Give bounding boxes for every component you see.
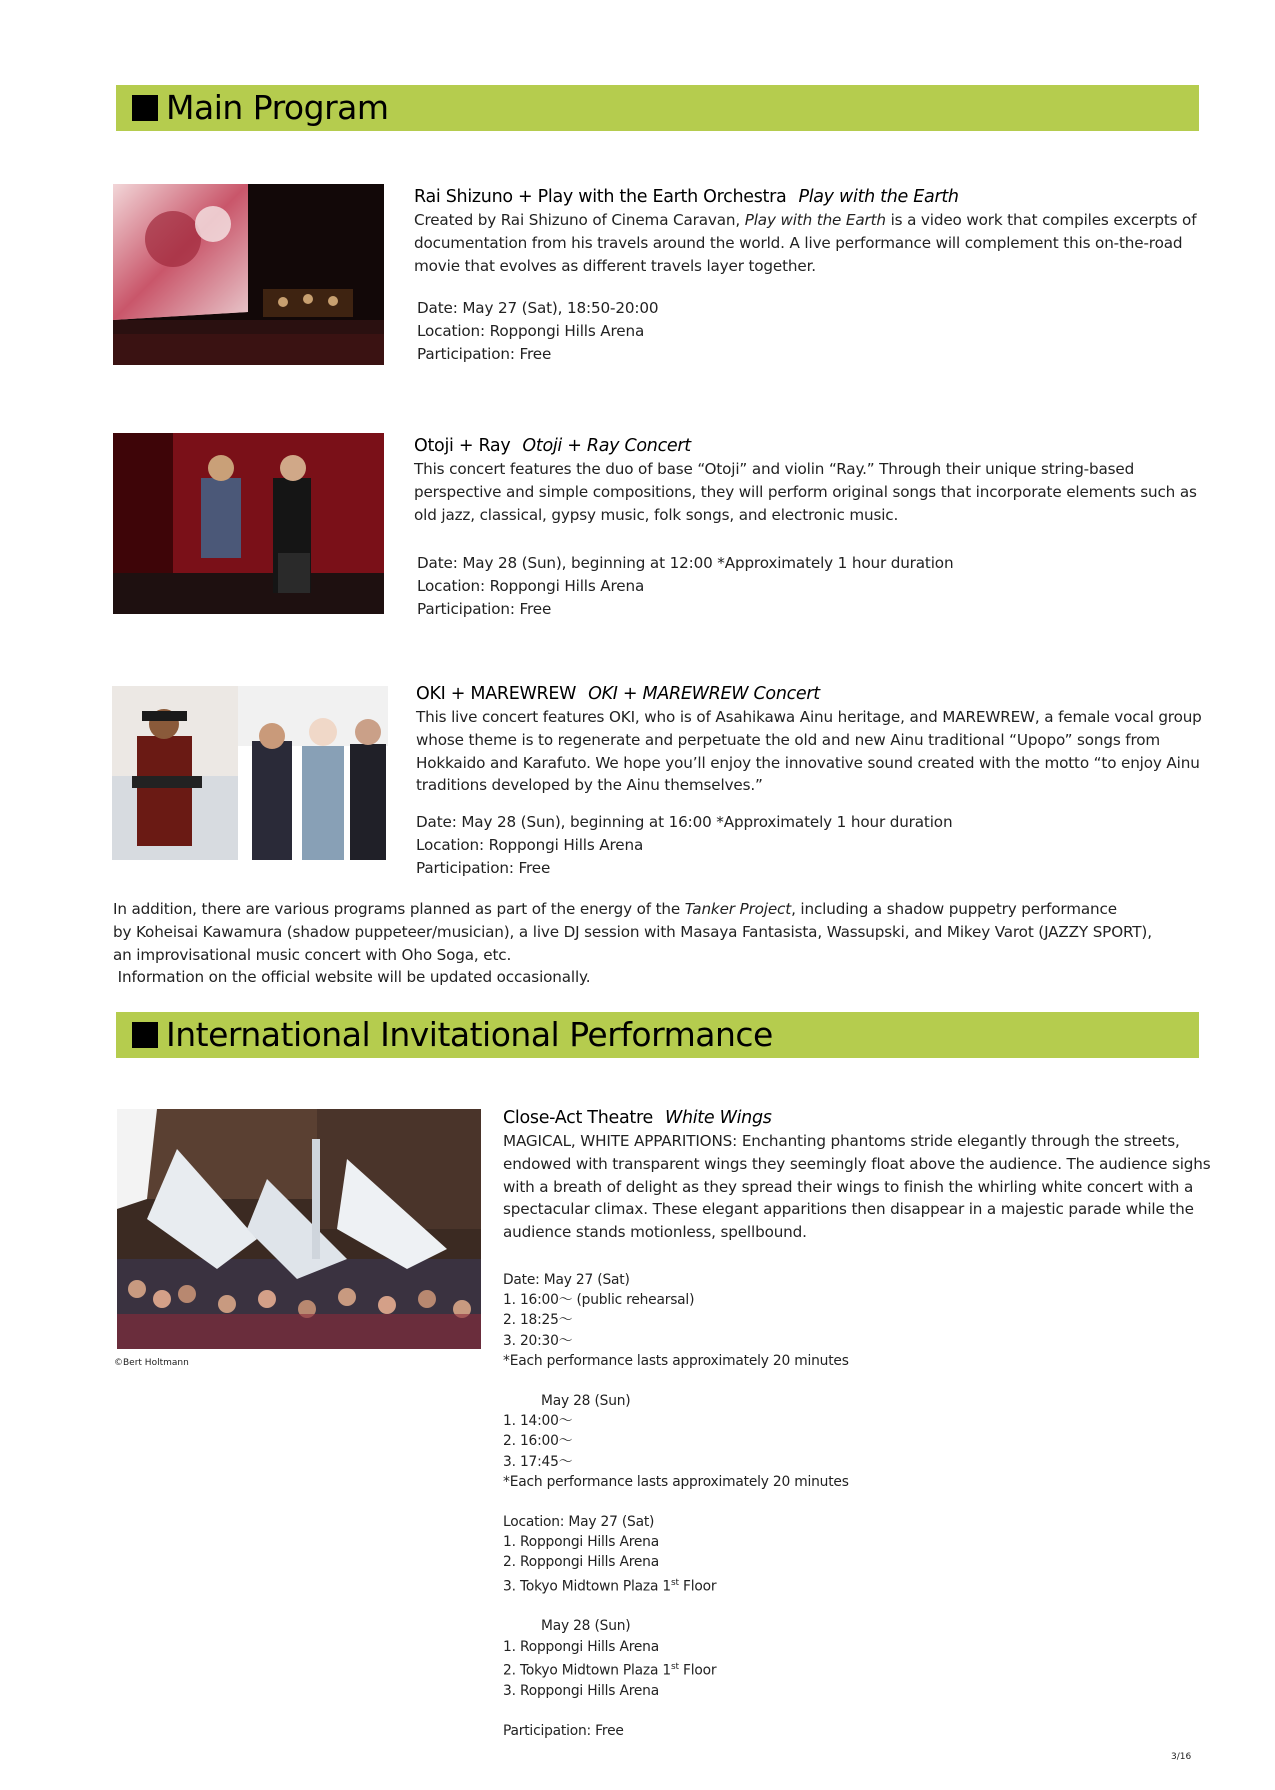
program-title: OKI + MAREWREW OKI + MAREWREW Concert	[416, 684, 820, 704]
program-date: Date: May 28 (Sun), beginning at 16:00 *Approximately 1 hour duration	[416, 813, 953, 831]
program-participation: Participation: Free	[416, 858, 551, 877]
section-header-main-program	[116, 85, 1199, 131]
program-participation: Participation: Free	[417, 344, 552, 363]
time-item: 2. 18:25～	[503, 1312, 573, 1329]
section-title: Main Program	[166, 88, 389, 127]
participation: Participation: Free	[503, 1722, 624, 1739]
location-label: Location: May 27 (Sat)	[503, 1514, 655, 1531]
location-item: 2. Tokyo Midtown Plaza 1st Floor	[503, 1661, 717, 1679]
program-location: Location: Roppongi Hills Arena	[416, 835, 644, 854]
section-title: International Invitational Performance	[166, 1015, 773, 1054]
time-item: 2. 16:00～	[503, 1433, 573, 1450]
section-header-international	[116, 1012, 1199, 1058]
location-label: May 28 (Sun)	[541, 1618, 631, 1635]
program-description: This live concert features OKI, who is of Asahikawa Ainu heritage, and MAREWREW, a female vocal group whose theme is to regenerate and perpetuate the old and new Ainu traditional “Upopo” songs from Hokkaido and Karafuto. We hope you’ll enjoy the innovative sound created with the motto “to enjoy Ainu traditions developed by the Ainu themselves.”	[416, 708, 1202, 795]
location-item: 1. Roppongi Hills Arena	[503, 1638, 659, 1655]
performance-title: Close-Act Theatre White Wings	[503, 1108, 772, 1128]
program-location: Location: Roppongi Hills Arena	[417, 321, 645, 340]
duration-note: *Each performance lasts approximately 20 minutes	[503, 1352, 849, 1369]
date-label: May 28 (Sun)	[541, 1393, 631, 1410]
black-square-icon	[132, 1022, 158, 1048]
performance-photo-white-wings	[117, 1109, 481, 1349]
location-item: 2. Roppongi Hills Arena	[503, 1554, 659, 1571]
program-location: Location: Roppongi Hills Arena	[417, 576, 645, 595]
program-photo-play-with-the-earth	[113, 184, 384, 365]
location-item: 3. Roppongi Hills Arena	[503, 1682, 659, 1699]
program-title: Rai Shizuno + Play with the Earth Orchestra Play with the Earth	[414, 187, 959, 207]
date-label: Date: May 27 (Sat)	[503, 1272, 630, 1288]
program-date: Date: May 28 (Sun), beginning at 12:00 *Approximately 1 hour duration	[417, 554, 954, 572]
program-details	[416, 811, 952, 879]
time-item: 3. 17:45～	[503, 1453, 573, 1470]
location-item: 1. Roppongi Hills Arena	[503, 1534, 659, 1551]
performance-description: MAGICAL, WHITE APPARITIONS: Enchanting phantoms stride elegantly through the streets, endowed with transparent wings they seemingly float above the audience. The audience sighs with a breath of delight as they spread their wings to finish the whirling white concert with a spectacular climax. These elegant apparitions then disappear in a majestic parade while the audience stands motionless, spellbound.	[503, 1132, 1211, 1242]
time-item: 3. 20:30～	[503, 1332, 573, 1349]
program-title: Otoji + Ray Otoji + Ray Concert	[414, 436, 691, 456]
program-participation: Participation: Free	[417, 599, 552, 618]
program-details	[417, 297, 658, 365]
program-details	[417, 552, 953, 620]
program-description: This concert features the duo of base “Otoji” and violin “Ray.” Through their unique string-based perspective and simple compositions, they will perform original songs that incorporate elements such as old jazz, classical, gypsy music, folk songs, and electronic music.	[414, 460, 1197, 524]
time-item: 1. 16:00～ (public rehearsal)	[503, 1292, 695, 1309]
performance-schedule	[503, 1270, 849, 1741]
location-item: 3. Tokyo Midtown Plaza 1st Floor	[503, 1577, 717, 1595]
performance-work-title: White Wings	[664, 1108, 772, 1128]
page-number: 3/16	[1171, 1752, 1192, 1762]
program-description: Created by Rai Shizuno of Cinema Caravan, Play with the Earth is a video work that compiles excerpts of documentation from his travels around the world. A live performance will complement this on-the-road movie that evolves as different travels layer together.	[414, 211, 1197, 275]
black-square-icon	[132, 95, 158, 121]
program-date: Date: May 27 (Sat), 18:50-20:00	[417, 299, 659, 317]
program-photo-oki-marewrew	[112, 686, 388, 860]
program-work-title: Play with the Earth	[798, 187, 959, 207]
duration-note: *Each performance lasts approximately 20 minutes	[503, 1473, 849, 1490]
program-work-title: Otoji + Ray Concert	[522, 436, 691, 456]
additional-programs-paragraph: In addition, there are various programs planned as part of the energy of the Tanker Project, including a shadow puppetry performance by Koheisai Kawamura (shadow puppeteer/musician), a live DJ session with Masaya Fantasista, Wassupski, and Mikey Varot (JAZZY SPORT), an improvisational music concert with Oho Soga, etc. Information on the official website will be updated occasionally.	[113, 900, 1152, 987]
program-work-title: OKI + MAREWREW Concert	[588, 684, 820, 704]
time-item: 1. 14:00～	[503, 1413, 573, 1430]
photo-credit: ©Bert Holtmann	[114, 1358, 189, 1368]
program-photo-otoji-ray	[113, 433, 384, 614]
